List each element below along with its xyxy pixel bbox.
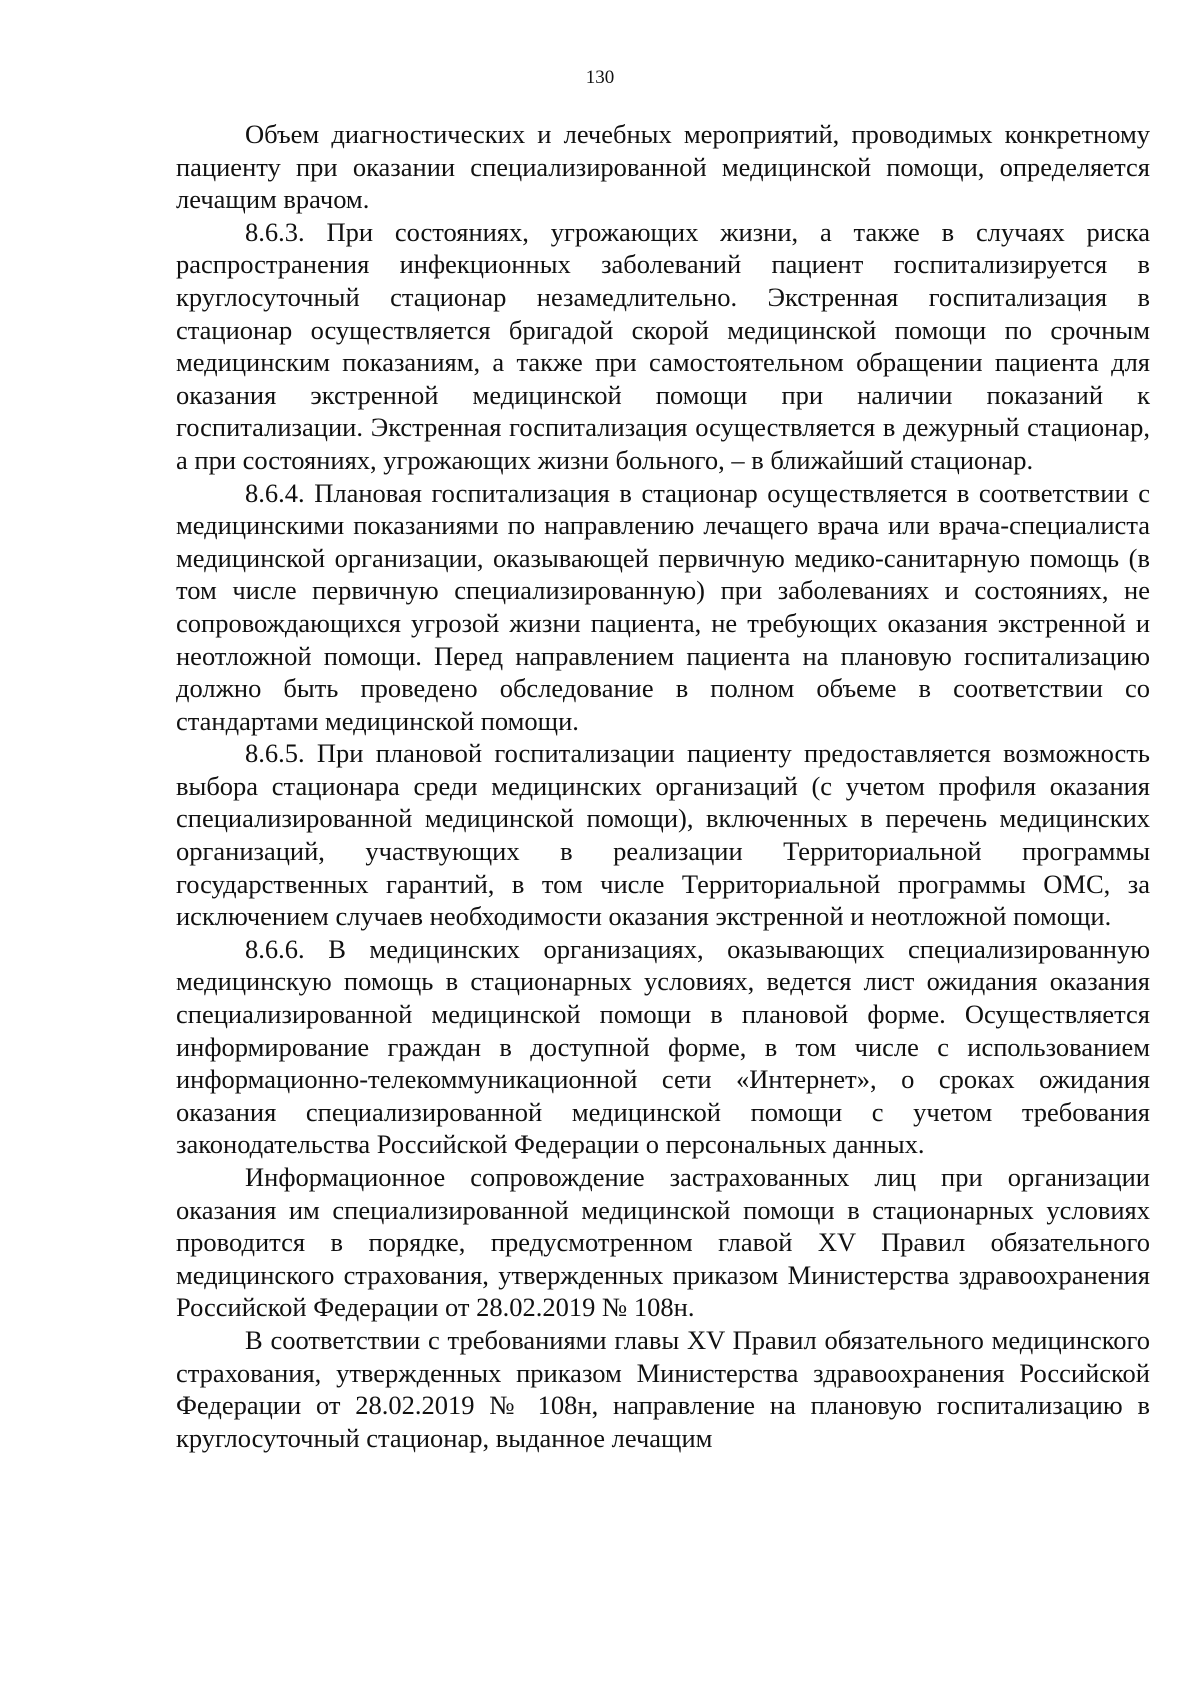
page-number: 130 bbox=[585, 67, 615, 88]
paragraph-8-6-6-waiting-list: 8.6.6. В медицинских организациях, оказывающих специализированную медицинскую помощь в стационарных условиях, ведется лист ожидания оказания специализированной медицинской помощи в плановой форме. Осуществляется информирование граждан в доступной форме, в том числе с использованием информационно-телекоммуникационной сети «Интернет», о сроках ожидания оказания специализированной медицинской помощи с учетом требования законодательства Российской Федерации о персональных данных. bbox=[176, 933, 1150, 1160]
paragraph-information-support: Информационное сопровождение застрахованных лиц при организации оказания им специализированной медицинской помощи в стационарных условиях проводится в порядке, предусмотренном главой XV Правил обязательного медицинского страхования, утвержденных приказом Министерства здравоохранения Российской Федерации от 28.02.2019 № 108н. bbox=[176, 1162, 1150, 1323]
paragraph-8-6-4-planned-hospitalization: 8.6.4. Плановая госпитализация в стационар осуществляется в соответствии с медицинскими показаниями по направлению лечащего врача или врача-специалиста медицинской организации, оказывающей первичную медико-санитарную помощь (в том числе первичную специализированную) при заболеваниях и состояниях, не сопровождающихся угрозой жизни пациента, не требующих оказания экстренной и неотложной помощи. Перед направлением пациента на плановую госпитализацию должно быть проведено обследование в полном объеме в соответствии со стандартами медицинской помощи. bbox=[176, 477, 1150, 736]
paragraph-treatment-scope: Объем диагностических и лечебных мероприятий, проводимых конкретному пациенту при оказании специализированной медицинской помощи, определяется лечащим врачом. bbox=[176, 119, 1150, 215]
paragraph-8-6-5-hospital-choice: 8.6.5. При плановой госпитализации пациенту предоставляется возможность выбора стационара среди медицинских организаций (с учетом профиля оказания специализированной медицинской помощи), включенных в перечень медицинских организаций, участвующих в реализации Территориальной программы государственных гарантий, в том числе Территориальной программы ОМС, за исключением случаев необходимости оказания экстренной и неотложной помощи. bbox=[176, 738, 1150, 932]
paragraph-referral-requirements: В соответствии с требованиями главы XV Правил обязательного медицинского страхования, утвержденных приказом Министерства здравоохранения Российской Федерации от 28.02.2019 № 108н, направление на плановую госпитализацию в круглосуточный стационар, выданное лечащим bbox=[176, 1324, 1150, 1453]
paragraph-8-6-3-emergency-hospitalization: 8.6.3. При состояниях, угрожающих жизни, а также в случаях риска распространения инфекционных заболеваний пациент госпитализируется в круглосуточный стационар незамедлительно. Экстренная госпитализация в стационар осуществляется бригадой скорой медицинской помощи по срочным медицинским показаниям, а также при самостоятельном обращении пациента для оказания экстренной медицинской помощи при наличии показаний к госпитализации. Экстренная госпитализация осуществляется в дежурный стационар, а при состояниях, угрожающих жизни больного, – в ближайший стационар. bbox=[176, 216, 1150, 475]
document-body bbox=[176, 118, 1150, 1454]
